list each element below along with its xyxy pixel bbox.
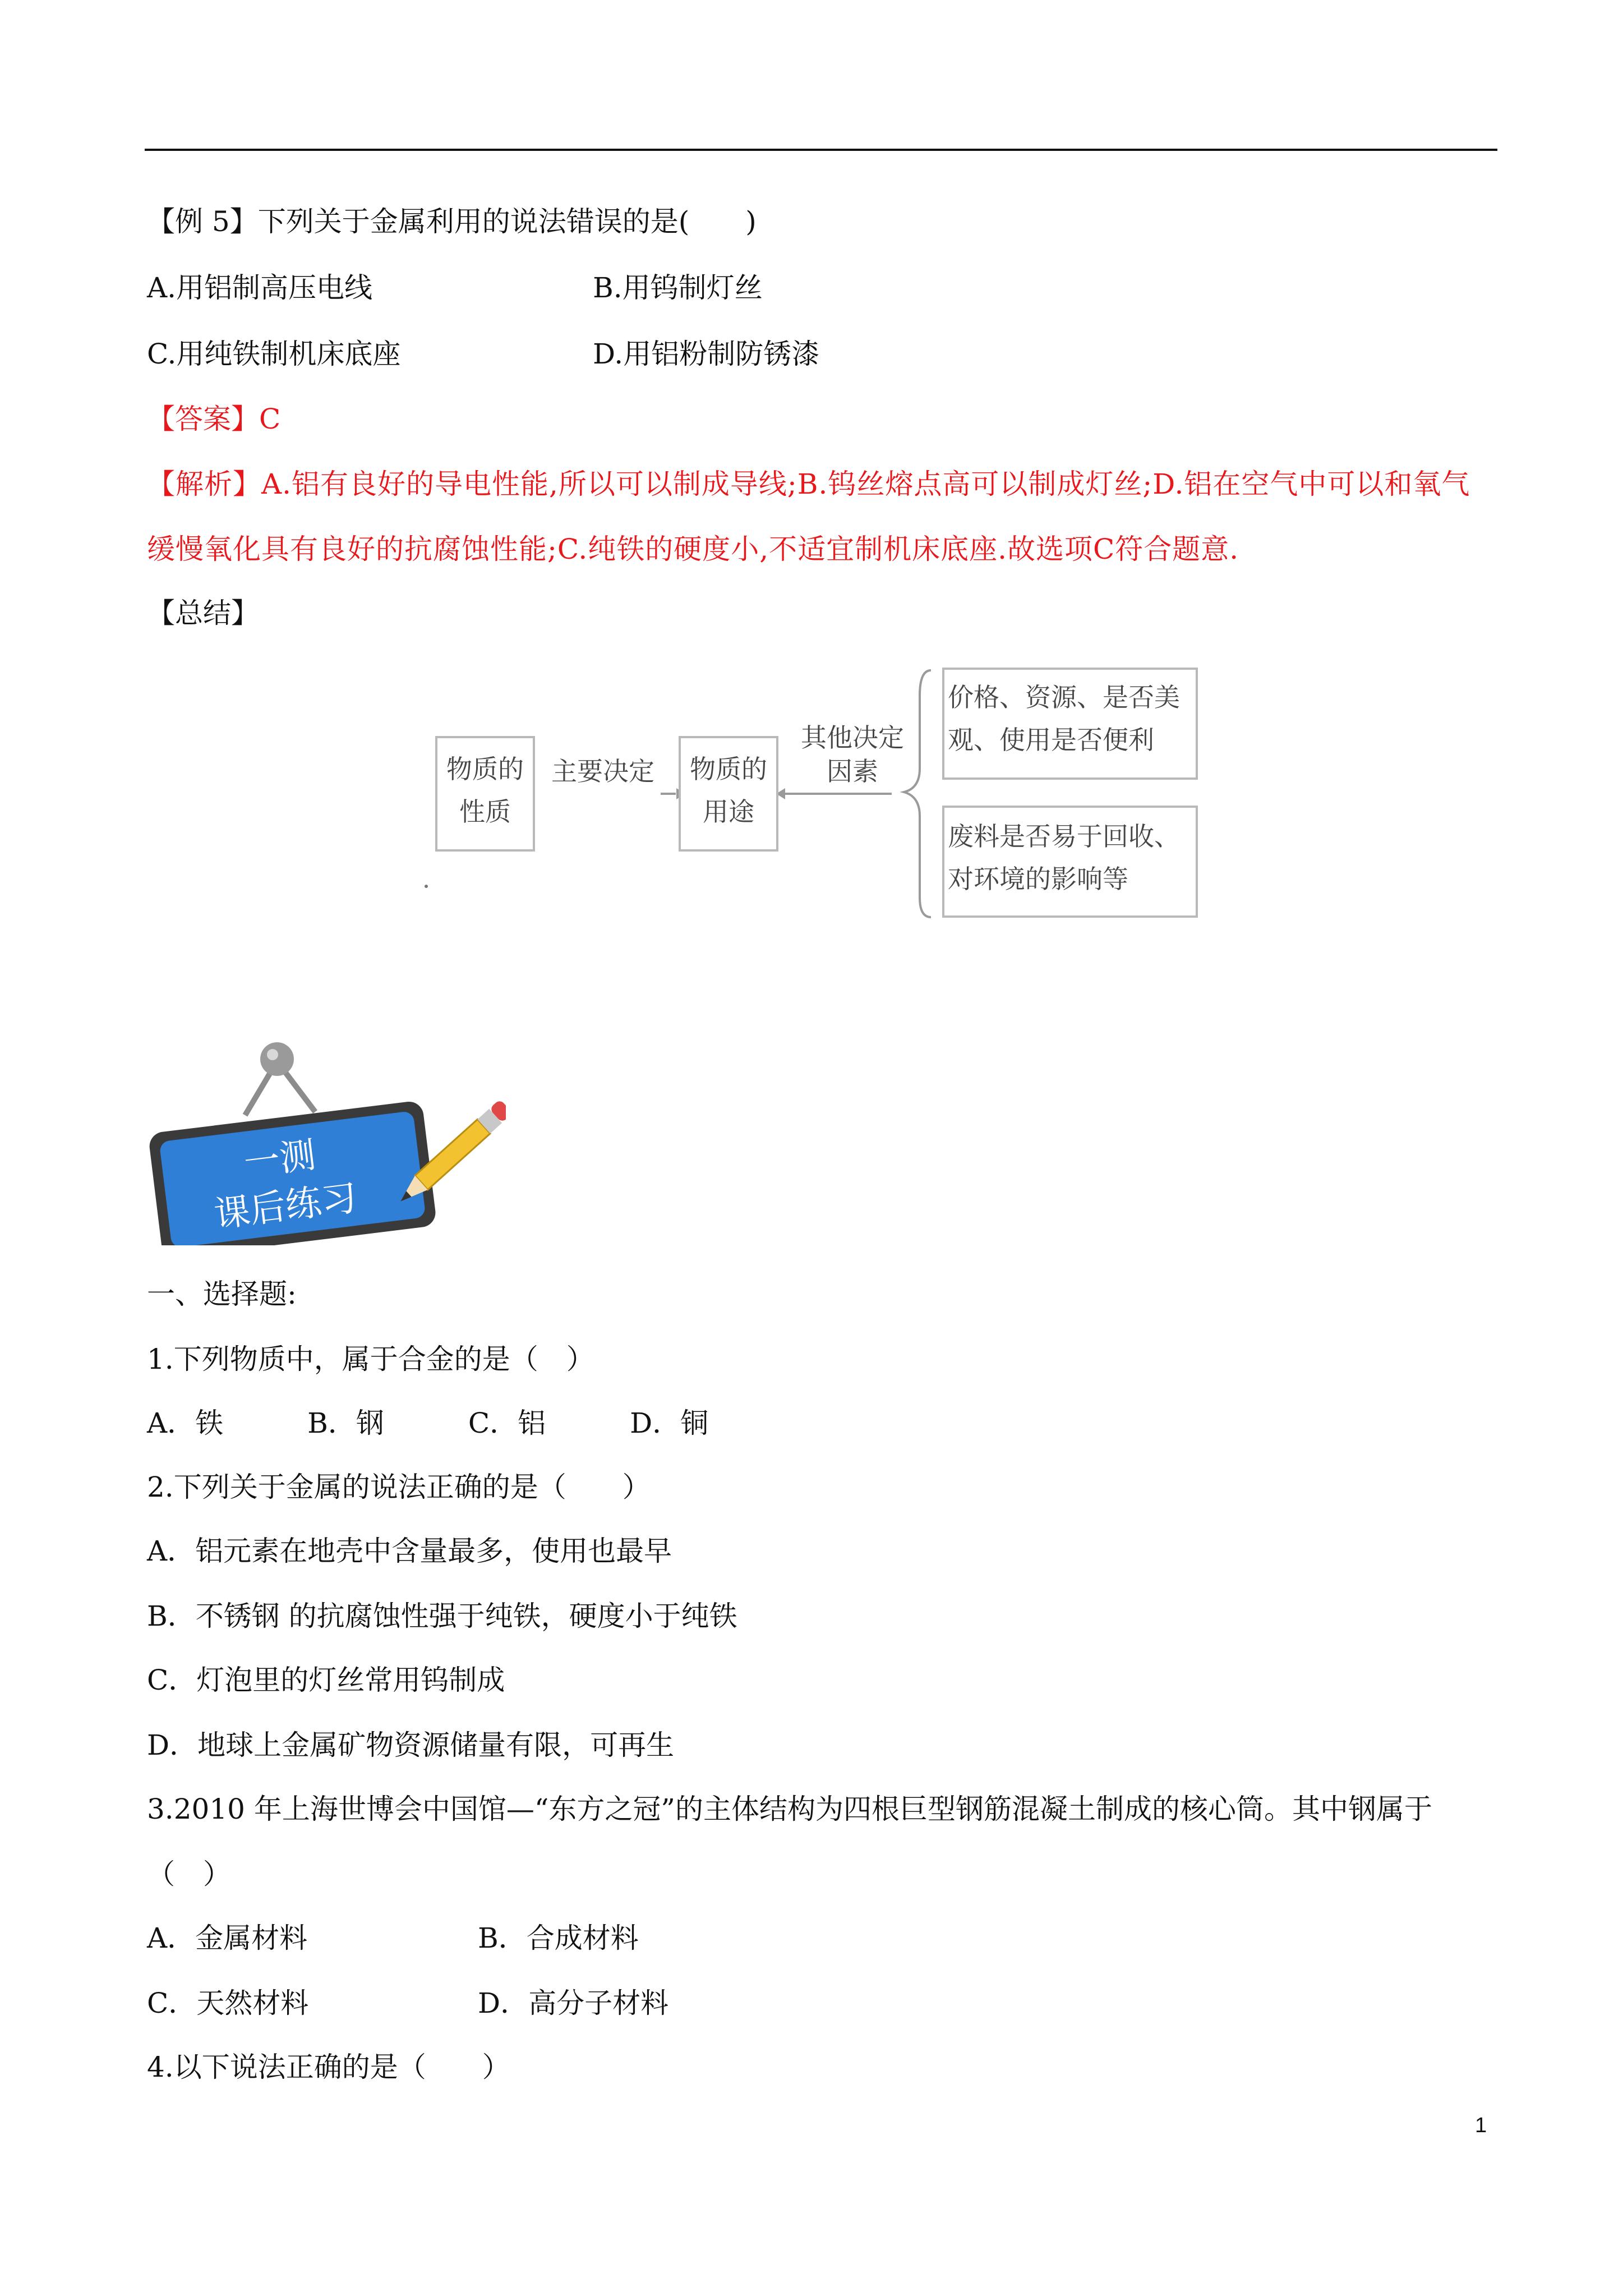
q1-options: A．铁 B．钢 C．铝 D．铜 (147, 1407, 709, 1439)
q3-stem-line2: （ ） (147, 1858, 231, 1890)
summary-label: 【总结】 (147, 597, 259, 629)
box4-line1: 废料是否易于回收、 (948, 821, 1180, 852)
q3-option-c: C．天然材料 (147, 1987, 309, 2019)
badge-line2: 课后练习 (211, 1177, 359, 1236)
example-option-d: D.用铝粉制防锈漆 (593, 338, 820, 370)
section-title: 一、选择题: (147, 1278, 297, 1310)
q2-stem: 2.下列关于金属的说法正确的是（ ） (147, 1471, 651, 1503)
box1-line1: 物质的 (446, 754, 524, 784)
section-badge (147, 1032, 506, 1245)
q3-option-d: D．高分子材料 (478, 1987, 669, 2019)
answer-label: 【答案】 (147, 403, 259, 435)
box1-line2: 性质 (459, 797, 511, 827)
diagram-connectors (0, 0, 1623, 954)
q2-option-c: C．灯泡里的灯丝常用钨制成 (147, 1664, 505, 1696)
arrow2-line1: 其他决定 (801, 723, 904, 753)
arrow1-label: 主要决定 (551, 756, 654, 786)
analysis-line-2: 缓慢氧化具有良好的抗腐蚀性能;C.纯铁的硬度小,不适宜制机床底座.故选项C符合题意. (147, 533, 1239, 565)
arrow2-line2: 因素 (827, 756, 878, 786)
q3-stem-line1: 3.2010 年上海世博会中国馆—“东方之冠”的主体结构为四根巨型钢筋混凝土制成的核心筒。其中钢属于 (147, 1793, 1432, 1825)
q4-stem: 4.以下说法正确的是（ ） (147, 2051, 510, 2083)
example-option-c: C.用纯铁制机床底座 (147, 338, 401, 370)
q1-stem: 1.下列物质中，属于合金的是（ ） (147, 1343, 594, 1375)
badge-graphic (147, 1032, 506, 1245)
q2-option-d: D．地球上金属矿物资源储量有限，可再生 (147, 1729, 675, 1761)
q3-option-b: B．合成材料 (478, 1922, 639, 1954)
box3-line1: 价格、资源、是否美 (948, 682, 1180, 712)
page-number: 1 (1475, 2114, 1487, 2137)
box2-line1: 物质的 (690, 754, 767, 784)
example-option-b: B.用钨制灯丝 (593, 272, 763, 304)
q3-option-a: A．金属材料 (147, 1922, 308, 1954)
analysis-label: 【解析】 (147, 468, 261, 500)
badge-line1: 一测 (241, 1134, 319, 1185)
example-title: 【例 5】下列关于金属利用的说法错误的是( ) (147, 205, 757, 238)
pin-icon (260, 1042, 294, 1076)
q2-option-a: A．铝元素在地壳中含量最多，使用也最早 (147, 1535, 672, 1567)
q2-option-b: B．不锈钢 的抗腐蚀性强于纯铁，硬度小于纯铁 (147, 1600, 737, 1632)
brace (904, 670, 931, 917)
analysis-text-1: A.铝有良好的导电性能,所以可以制成导线;B.钨丝熔点高可以制成灯丝;D.铝在空气中可以和氧气 (261, 468, 1470, 500)
box3-line2: 观、使用是否便利 (948, 725, 1154, 755)
example-option-a: A.用铝制高压电线 (147, 272, 373, 304)
answer-value: C (259, 403, 281, 435)
box2-line2: 用途 (703, 797, 754, 827)
box4-line2: 对环境的影响等 (948, 864, 1128, 894)
